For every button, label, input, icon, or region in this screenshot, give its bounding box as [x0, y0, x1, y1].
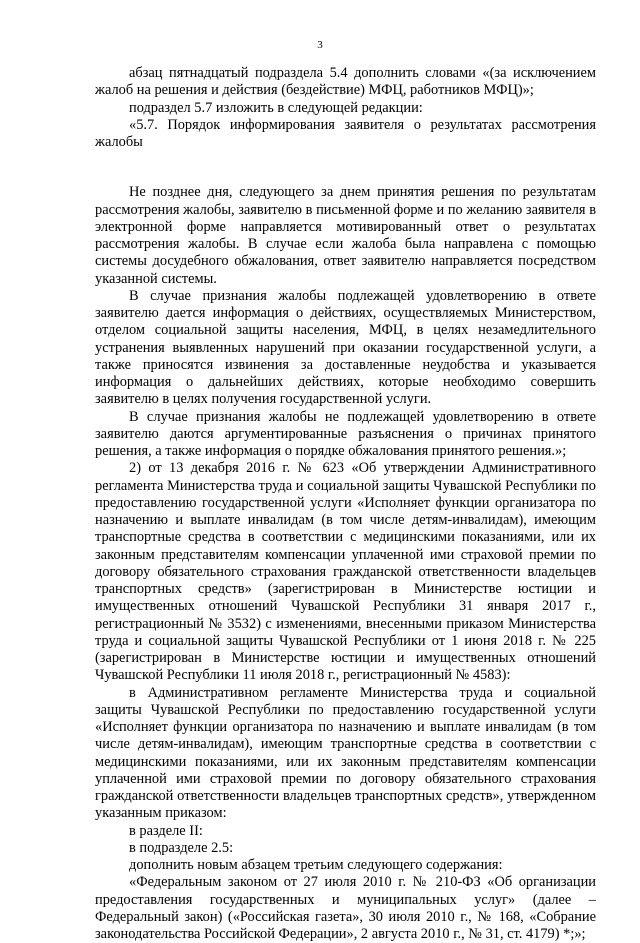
paragraph-admin-regulation: в Административном регламенте Министерства труда и социальной защиты Чувашской Республики по предоставлению государственной услуги «Исполняет функции организатора по назначению и выплате инвалидам (в том числе детям-инвалидам), имеющим транспортные средства в соответствии с медицинскими показаниями, или их законным представителям компенсации уплаченной ими страховой премии по договору обязательного страхования гражданской ответственности владельцев транспортных средств», утвержденном указанным приказом:	[95, 684, 596, 822]
paragraph-add-third-indent: дополнить новым абзацем третьим следующего содержания:	[129, 857, 503, 873]
paragraph-section-ii: в разделе II:	[129, 822, 203, 839]
paragraph-complaint-satisfied: В случае признания жалобы подлежащей удовлетворению в ответе заявителю дается информация о действиях, осуществляемых Министерством, отделом социальной защиты населения, МФЦ, в целях незамедлительного устранения выявленных нарушений при оказании государственной услуги, а также приносятся извинения за доставленные неудобства и указывается информация о дальнейших действиях, которые необходимо совершить заявителю в целях получения государственной услуги.	[95, 287, 596, 408]
paragraph-amend-5-4: абзац пятнадцатый подраздела 5.4 дополнить словами «(за исключением жалоб на решения и действия (бездействие) МФЦ, работников МФЦ)»;	[95, 65, 596, 99]
paragraph-response-deadline: Не позднее дня, следующего за днем принятия решения по результатам рассмотрения жалобы, заявителю в письменной форме и по желанию заявителя в электронной форме направляется мотивированный ответ о результатах рассмотрения жалобы. В случае если жалоба была направлена с помощью системы досудебного обжалования, ответ заявителю направляется посредством указанной системы.	[95, 184, 596, 287]
page-number: 3	[317, 39, 323, 51]
document-body	[95, 65, 596, 943]
paragraph-amend-5-7: подраздел 5.7 изложить в следующей редакции:	[129, 99, 423, 116]
spacer	[95, 151, 596, 184]
paragraph-federal-law-210: «Федеральным законом от 27 июля 2010 г. № 210-ФЗ «Об организации предоставления государственных и муниципальных услуг» (далее – Федеральный закон) («Российская газета», 30 июля 2010 г., № 168, «Собрание законодательства Российской Федерации», 2 августа 2010 г., № 31, ст. 4179) *;»;	[95, 874, 596, 942]
paragraph-complaint-rejected: В случае признания жалобы не подлежащей удовлетворению в ответе заявителю даются аргументированные разъяснения о причинах принятого решения, а также информация о порядке обжалования принятого решения.»;	[95, 408, 596, 459]
subsection-heading-5-7: «5.7. Порядок информирования заявителя о результатах рассмотрения жалобы	[95, 116, 596, 150]
paragraph-order-623: 2) от 13 декабря 2016 г. № 623 «Об утверждении Административного регламента Министерства труда и социальной защиты Чувашской Республики по предоставлению государственной услуги «Исполняет функции организатора по назначению и выплате инвалидам (в том числе детям-инвалидам), имеющим транспортные средства в соответствии с медицинскими показаниями, или их законным представителям компенсации уплаченной ими страховой премии по договору обязательного страхования гражданской ответственности владельцев транспортных средств» (зарегистрирован в Министерстве юстиции и имущественных отношений Чувашской Республики 31 января 2017 г., регистрационный № 3532) с изменениями, внесенными приказом Министерства труда и социальной защиты Чувашской Республики от 1 июня 2018 г. № 225 (зарегистрирован в Министерстве юстиции и имущественных отношений Чувашской Республики 11 июля 2018 г., регистрационный № 4583):	[95, 460, 596, 684]
paragraph-subsection-2-5: в подразделе 2.5:	[129, 839, 234, 856]
